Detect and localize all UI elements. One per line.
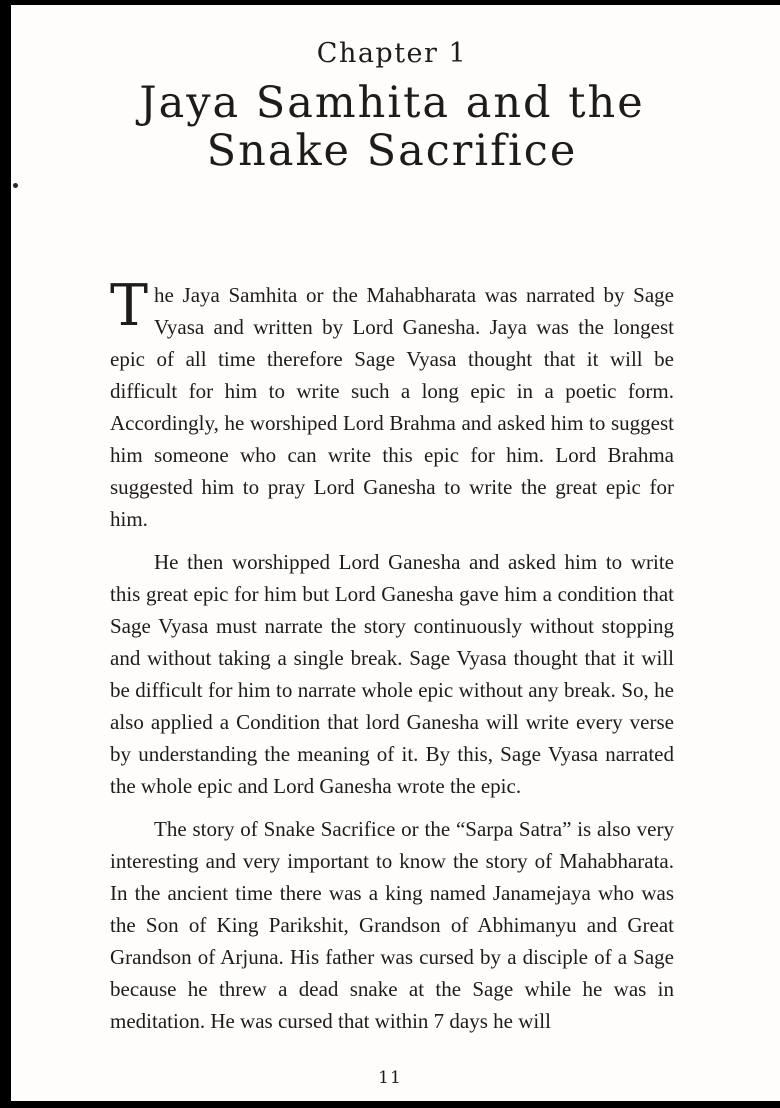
drop-cap: T xyxy=(110,273,149,340)
chapter-title xyxy=(110,79,674,175)
chapter-title-line2: Snake Sacrifice xyxy=(206,126,578,177)
paragraph-1-text: he Jaya Samhita or the Mahabharata was narrated by Sage Vyasa and written by Lord Ganesha. Jaya was the longest epic of all time therefore Sage Vyasa thought that it will be difficult for him to write such a long epic in a poetic form. Accordingly, he worshiped Lord Brahma and asked him to suggest him someone who can write this epic for him. Lord Brahma suggested him to pray Lord Ganesha to write the great epic for him. xyxy=(110,283,674,532)
chapter-heading: Chapter 1 xyxy=(316,38,468,69)
paragraph-1 xyxy=(110,273,674,535)
chapter-title-line1: Jaya Samhita and the xyxy=(139,78,645,128)
paragraph-3: The story of Snake Sacrifice or the “Sarpa Satra” is also very interesting and very important to know the story of Mahabharata. In the ancient time there was a king named Janamejaya who was the Son of King Parikshit, Grandson of Abhimanyu and Great Grandson of Arjuna. His father was cursed by a disciple of a Sage because he threw a dead snake at the Sage while he was in meditation. He was cursed that within 7 days he will xyxy=(110,817,674,1034)
paragraph-2: He then worshipped Lord Ganesha and asked him to write this great epic for him but Lord Ganesha gave him a condition that Sage Vyasa must narrate the story continuously without stopping and without taking a single break. Sage Vyasa thought that it will be difficult for him to narrate whole epic without any break. So, he also applied a Condition that lord Ganesha will write every verse by understanding the meaning of it. By this, Sage Vyasa narrated the whole epic and Lord Ganesha wrote the epic. xyxy=(110,550,674,799)
body-text xyxy=(110,273,674,1037)
page-number: 11 xyxy=(378,1068,402,1088)
